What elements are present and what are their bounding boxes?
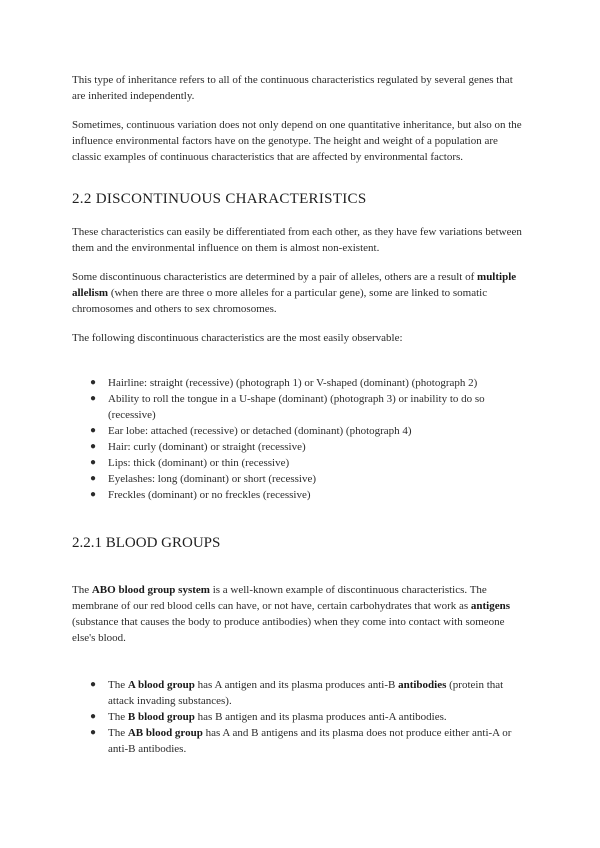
bullet-icon: ●	[90, 489, 97, 500]
paragraph-alleles: Some discontinuous characteristics are determined by a pair of alleles, others are a result of multiple allelism (when there are three o more alleles for a particular gene), some are linked to somatic chromosomes and others to sex chromosomes.	[72, 271, 517, 315]
bullet-icon: ●	[90, 393, 97, 404]
paragraph-discontinuous-definition: These characteristics can easily be differentiated from each other, as they have few variations between them and the environmental influence on them is almost non-existent.	[72, 226, 522, 254]
list-item: ● The B blood group has B antigen and its plasma produces anti-A antibodies.	[90, 711, 447, 723]
list-item: ● The A blood group has A antigen and its plasma produces anti-B antibodies (protein that attack invading substances).	[90, 679, 504, 707]
list-item: ● Hair: curly (dominant) or straight (recessive)	[90, 441, 306, 453]
heading-discontinuous-characteristics: 2.2 DISCONTINUOUS CHARACTERISTICS	[72, 191, 367, 207]
list-item: ● Hairline: straight (recessive) (photograph 1) or V-shaped (dominant) (photograph 2)	[90, 377, 478, 389]
list-item: ● Lips: thick (dominant) or thin (recessive)	[90, 457, 290, 469]
term-abo-system: ABO blood group system	[91, 584, 210, 596]
bullet-icon: ●	[90, 377, 97, 388]
bullet-icon: ●	[90, 425, 97, 436]
list-item: ● Ability to roll the tongue in a U-shape (dominant) (photograph 3) or inability to do so (recessive)	[90, 393, 485, 421]
list-item: ● The AB blood group has A and B antigens and its plasma does not produce either anti-A or anti-B antibodies.	[90, 727, 512, 755]
term-multiple-allelism: multiple allelism	[72, 271, 517, 299]
list-item: ● Ear lobe: attached (recessive) or detached (dominant) (photograph 4)	[90, 425, 412, 437]
list-item: ● Eyelashes: long (dominant) or short (recessive)	[90, 473, 317, 485]
blood-groups-list	[72, 677, 528, 757]
list-item: ● Freckles (dominant) or no freckles (recessive)	[90, 489, 311, 501]
paragraph-abo-system: The ABO blood group system is a well-known example of discontinuous characteristics. The membrane of our red blood cells can have, or not have, certain carbohydrates that work as antigens (substance that causes the body to produce antibodies) when they come into contact with someone else's blood.	[72, 584, 511, 644]
bullet-icon: ●	[90, 441, 97, 452]
term-antigens: antigens	[470, 600, 511, 612]
bullet-icon: ●	[90, 473, 97, 484]
heading-blood-groups: 2.2.1 BLOOD GROUPS	[72, 535, 221, 551]
paragraph-continuous-variation: Sometimes, continuous variation does not only depend on one quantitative inheritance, but also on the influence environmental factors have on the genotype. The height and weight of a population are classic examples of continuous characteristics that are affected by environmental factors.	[72, 119, 522, 163]
bullet-icon: ●	[90, 457, 97, 468]
traits-list	[72, 375, 528, 503]
paragraph-observable-intro: The following discontinuous characteristics are the most easily observable:	[72, 332, 403, 344]
paragraph-inheritance: This type of inheritance refers to all of the continuous characteristics regulated by several genes that are inherited independently.	[72, 74, 513, 102]
bullet-icon: ●	[90, 711, 97, 722]
bullet-icon: ●	[90, 727, 97, 738]
bullet-icon: ●	[90, 679, 97, 690]
